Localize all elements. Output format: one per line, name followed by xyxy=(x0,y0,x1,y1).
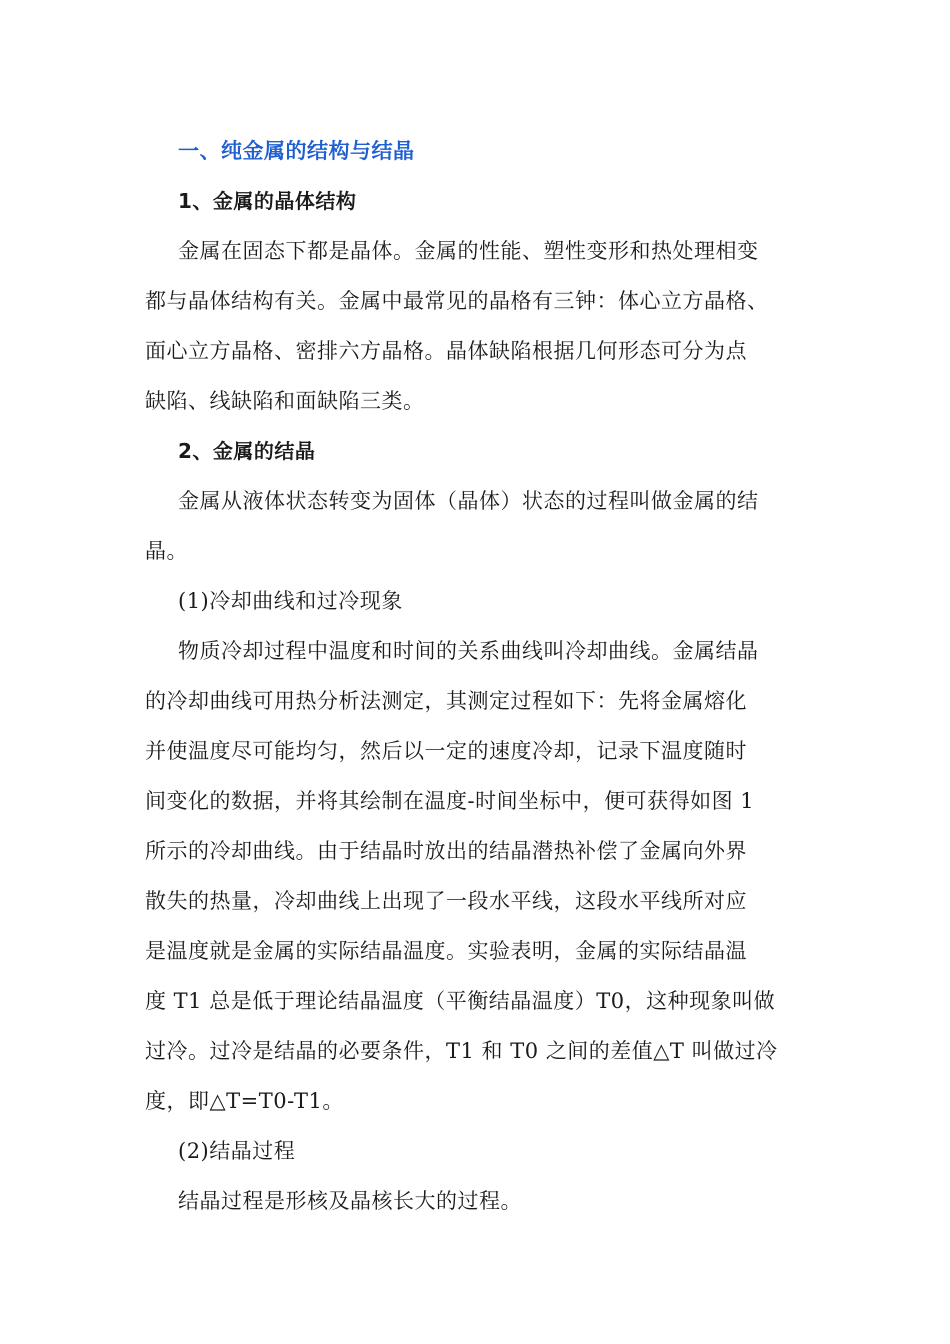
paragraph-line: 散失的热量，冷却曲线上出现了一段水平线，这段水平线所对应 xyxy=(145,889,747,913)
paragraph-line: 面心立方晶格、密排六方晶格。晶体缺陷根据几何形态可分为点 xyxy=(145,339,747,363)
paragraph-line: 并使温度尽可能均匀，然后以一定的速度冷却，记录下温度随时 xyxy=(145,739,747,763)
paragraph-line: 晶。 xyxy=(145,539,188,563)
subsection-2-title: (2)结晶过程 xyxy=(178,1139,296,1163)
paragraph-line: 度 T1 总是低于理论结晶温度（平衡结晶温度）T0，这种现象叫做 xyxy=(145,989,776,1013)
document-page xyxy=(145,126,805,1226)
section-2-title: 2、金属的结晶 xyxy=(178,439,316,463)
paragraph-line: 金属在固态下都是晶体。金属的性能、塑性变形和热处理相变 xyxy=(178,239,759,263)
section-1-title: 1、金属的晶体结构 xyxy=(178,189,357,213)
paragraph-line: 缺陷、线缺陷和面缺陷三类。 xyxy=(145,389,425,413)
paragraph-line: 金属从液体状态转变为固体（晶体）状态的过程叫做金属的结 xyxy=(178,489,759,513)
paragraph-line: 是温度就是金属的实际结晶温度。实验表明，金属的实际结晶温 xyxy=(145,939,747,963)
paragraph-line: 都与晶体结构有关。金属中最常见的晶格有三钟：体心立方晶格、 xyxy=(145,289,769,313)
subsection-1-title: (1)冷却曲线和过冷现象 xyxy=(178,589,403,613)
paragraph-line: 结晶过程是形核及晶核长大的过程。 xyxy=(178,1189,522,1213)
paragraph-line: 所示的冷却曲线。由于结晶时放出的结晶潜热补偿了金属向外界 xyxy=(145,839,747,863)
paragraph-line: 过冷。过冷是结晶的必要条件，T1 和 T0 之间的差值△T 叫做过冷 xyxy=(145,1039,778,1063)
paragraph-line: 的冷却曲线可用热分析法测定，其测定过程如下：先将金属熔化 xyxy=(145,689,747,713)
paragraph-line: 物质冷却过程中温度和时间的关系曲线叫冷却曲线。金属结晶 xyxy=(178,639,759,663)
paragraph-line: 间变化的数据，并将其绘制在温度-时间坐标中，便可获得如图 1 xyxy=(145,789,755,813)
heading-1: 一、纯金属的结构与结晶 xyxy=(178,139,415,163)
paragraph-line: 度，即△T=T0-T1。 xyxy=(145,1089,344,1113)
